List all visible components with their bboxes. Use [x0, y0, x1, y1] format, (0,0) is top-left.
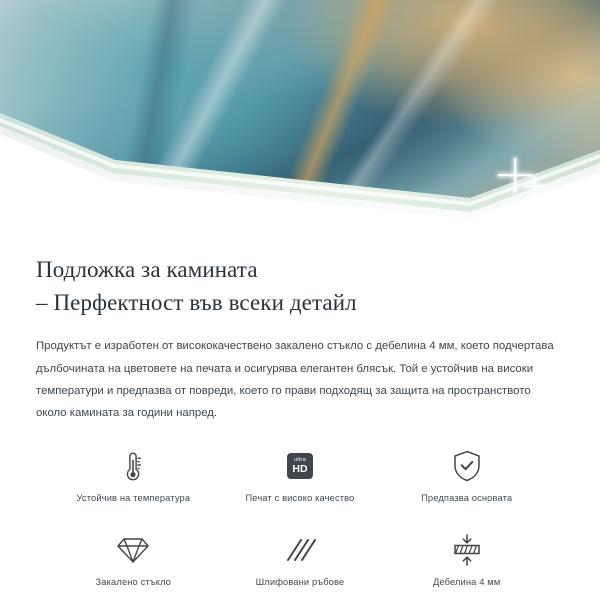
thickness-icon — [450, 530, 484, 570]
page-title-line-2: – Перфектност във всеки детайл — [36, 289, 357, 315]
page-title-line-1: Подложка за камината — [36, 257, 258, 282]
page-title — [36, 254, 564, 319]
feature-label: Закалено стъкло — [95, 577, 172, 588]
feature-grid — [36, 446, 564, 600]
feature-item-tempered-glass — [50, 530, 217, 600]
feature-label: Предпазва основата — [421, 493, 513, 504]
feature-item-temperature — [50, 446, 217, 524]
diamond-icon — [116, 530, 150, 570]
feature-label: Шлифовани ръбове — [255, 577, 345, 588]
description-content — [0, 222, 600, 600]
polished-edges-icon — [284, 530, 316, 570]
ultra-hd-icon: ultra HD — [287, 446, 313, 486]
feature-item-print-quality — [217, 446, 384, 524]
description-paragraph: Продуктът е изработен от висококачествено закалено стъкло с дебелина 4 мм, което подчертава дълбочината на цветовете на печата и осигурява елегантен блясък. Той е устойчив на високи температури и предпазва от повреди, което го прави подходящ за защита на пространството около камината за години напред. — [36, 340, 554, 420]
thermometer-icon — [122, 446, 144, 486]
feature-label: Дебелина 4 мм — [432, 577, 501, 588]
feature-label: Устойчив на температура — [76, 493, 191, 504]
shield-check-icon — [452, 446, 482, 486]
feature-item-thickness — [383, 530, 550, 600]
hero-product-image — [0, 0, 600, 222]
feature-item-protection — [383, 446, 550, 524]
feature-label: Печат с високо качество — [245, 493, 355, 504]
feature-item-polished-edges — [217, 530, 384, 600]
